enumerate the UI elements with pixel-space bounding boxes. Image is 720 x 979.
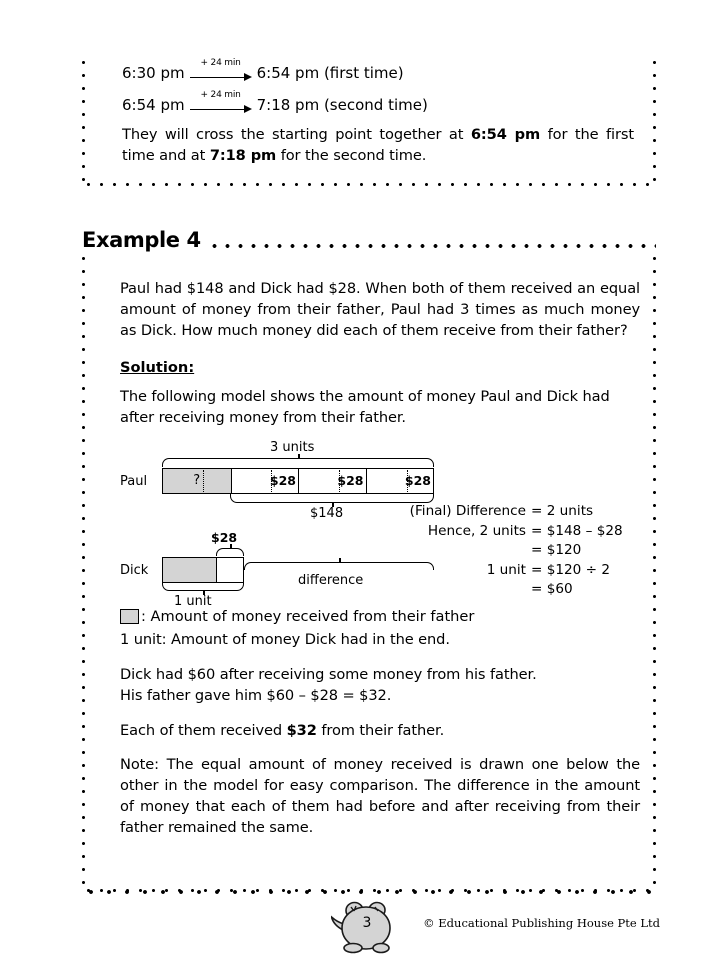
paul-subdivider-2 [271,470,272,492]
solution-label: Solution: [120,359,195,376]
conclusion-part-3: for the second time. [276,147,427,164]
answer-part-1: Each of them received [120,722,287,739]
dick-bar [162,557,244,583]
difference-brace [244,562,434,570]
example-content [120,278,640,842]
box-border-left [82,56,85,186]
paul-label: Paul [120,474,148,489]
spacer [120,650,640,664]
arrow-head-icon [244,73,252,81]
time-arrow-2 [190,92,252,114]
paul-unit-cell-2 [298,469,366,493]
time-from-1: 6:30 pm [122,64,185,82]
paul-total-caption: $148 [310,506,344,521]
calc-row-1 [408,502,640,522]
paul-unknown-value: ? [193,473,201,488]
shaded-swatch-icon [120,609,139,624]
spacer [120,345,640,359]
legend-shaded-row [120,606,640,627]
answer-part-2: from their father. [316,722,445,739]
calculation-block [408,502,640,600]
calc-row-5 [408,580,640,600]
one-unit-brace [162,583,244,591]
calc-lhs-1: (Final) Difference [409,503,526,519]
bar-model-diagram [120,440,640,609]
example-border-right [653,252,656,892]
calc-lhs-5 [408,580,531,600]
paul-subdivider-3 [339,470,340,492]
paul-unit-value-1: $28 [269,473,296,488]
paul-bar [162,468,434,494]
paul-total-brace [230,494,434,503]
paul-unknown-cell [163,469,231,493]
calc-rhs-1: = 2 units [531,503,594,519]
paul-subdivider-1 [203,470,204,492]
box-border-bottom [82,183,656,186]
dick-result-line-1: Dick had $60 after receiving some money from his father. [120,666,537,683]
dick-label: Dick [120,563,149,578]
conclusion-part-2: for the first time and at [122,126,634,164]
brace-tick-icon [339,558,341,563]
legend-unit-text: 1 unit: Amount of money Dick had in the end. [120,631,450,648]
time-line-2 [122,92,634,115]
answer-text [120,720,640,741]
arrow-line-icon [190,77,245,79]
dick-received-caption: $28 [211,530,238,545]
question-text: Paul had $148 and Dick had $28. When both of them received an equal amount of money from their father, Paul had 3 times as much money as Dick. How much money did each of them receive from their father? [120,280,640,339]
conclusion-time-1: 6:54 pm [470,126,541,143]
calc-row-2 [408,522,640,542]
footer-dotted-rule [82,890,656,894]
legend-shaded-text: : Amount of money received from their father [141,608,475,625]
calc-rhs-2: = $148 – $28 [531,522,623,539]
arrow-line-icon [190,109,245,111]
paul-unit-cell-3 [366,469,434,493]
heading-dotted-rule [208,244,656,248]
three-units-caption: 3 units [270,440,315,455]
spacer [120,706,640,720]
paul-unit-cell-1 [231,469,299,493]
conclusion-text [122,124,634,166]
solution-intro: The following model shows the amount of money Paul and Dick had after receiving money from their father. [120,388,610,426]
box-border-right [653,56,656,186]
dick-unknown-cell [163,558,216,582]
calc-lhs-2: Hence, 2 units [427,522,526,539]
example-heading [82,228,656,254]
page-number: 3 [362,915,372,931]
difference-caption: difference [298,573,364,588]
one-unit-caption: 1 unit [174,594,212,609]
answer-amount: $32 [286,722,317,739]
time-to-2: 7:18 pm (second time) [256,96,428,114]
arrow-label-2: + 24 min [200,90,241,100]
conclusion-time-2: 7:18 pm [209,147,277,164]
dick-result-line-2: His father gave him $60 – $28 = $32. [120,687,392,704]
paul-unit-value-2: $28 [337,473,364,488]
time-from-2: 6:54 pm [122,96,185,114]
dick-received-brace [216,548,244,556]
calc-row-4 [408,561,640,581]
arrow-label-1: + 24 min [200,58,241,68]
calc-row-3 [408,541,640,561]
time-line-1 [122,60,634,83]
example-box [82,252,656,892]
arrow-head-icon [244,105,252,113]
paul-unit-value-3: $28 [404,473,431,488]
calc-rhs-3: = $120 [531,542,582,558]
calc-rhs-4: = $120 ÷ 2 [531,561,610,578]
copyright-text: © Educational Publishing House Pte Ltd [423,916,660,930]
example-border-left [82,252,85,892]
continuation-box [82,56,656,186]
calc-lhs-4: 1 unit [486,561,526,578]
dick-received-cell [216,558,243,582]
calc-rhs-5: = $60 [531,581,573,597]
time-to-1: 6:54 pm (first time) [256,64,404,82]
continuation-body [122,60,634,170]
example-title: Example 4 [82,228,201,252]
time-arrow-1 [190,60,252,82]
spacer [120,745,640,754]
conclusion-part-1: They will cross the starting point together at [122,126,471,143]
calc-lhs-3 [408,541,531,561]
three-units-brace [162,458,434,467]
paul-subdivider-4 [407,470,408,492]
note-text: Note: The equal amount of money received is drawn one below the other in the model for easy comparison. The difference in the amount of money that each of them had before and after receiving from their father remained the same. [120,756,640,836]
